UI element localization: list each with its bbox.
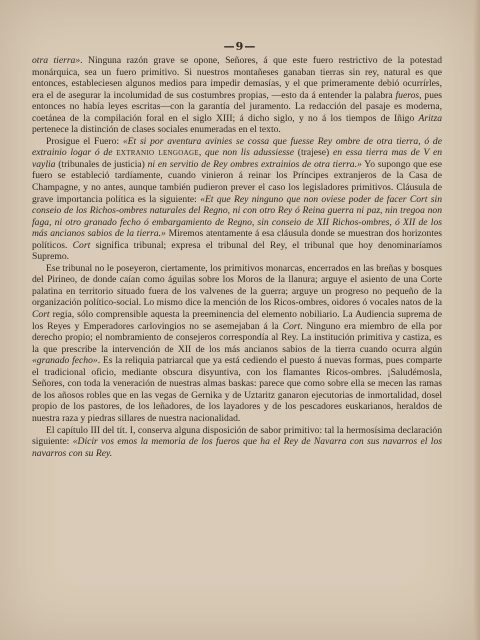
- text-run: . Ninguno era miembro de ella por derecho propio; el nombramiento de consejeros correspondía al Rey. La institución primitiva y castiza, es la que prescribe la intervención de XII de los más ancianos sabios de la tierra cuando ocurra algún: [32, 320, 442, 355]
- italic-text: «Et que Rey ninguno que non oviese poder de facer Cort sin conseio de los Richos-ombres naturales del Regno, ni con otro Rey ó Reina guerra ni paz, nin tregoa non faga, ni otro granado fecho ó embargamiento de Regno, sin conseio de XII Richos-ombres, ó XII de los más ancianos sabios de la tierra.»: [32, 193, 442, 240]
- text-run: regia, sólo comprensible aquesta la preeminencia del elemento nobiliario. La Audiencia suprema de los Reyes y Emperadores carlovingios no se asemejaban á la: [32, 309, 442, 332]
- text-run: (trajese): [294, 147, 333, 159]
- text-run: pertenece la distinción de clases sociales enumeradas en el texto.: [32, 124, 281, 136]
- text-run: . Ninguna razón grave se opone, Señores, á que este fuero restrictivo de la potestad monárquica, sea un fuero primitivo. Si nuestros montañeses ganaban tierras sin rey, natural es que entonces, estableciesen algunos medios para impedir demasías, y el que primeramente debió ocurrírles, era el de asegurar la incolumidad de sus costumbres propias, —esto da á entender la palabra: [32, 55, 442, 101]
- italic-text: «granado fecho»: [32, 355, 98, 367]
- text-run: Yo supongo que ese fuero se estableció tardíamente, cuando vinieron á reinar los Príncipes extranjeros de la Casa de Champagne, y no antes, aunque también pudieron prever el caso los legisladores primitivos. Cláusula de grave importancia política es la siguiente:: [32, 158, 442, 205]
- paragraph: [32, 263, 442, 425]
- text-run: Miremos atentamente á esa cláusula donde se muestran dos horizontes políticos.: [32, 228, 442, 251]
- body-text: [32, 55, 442, 459]
- text-run: El capítulo III del tít. I, conserva alguna disposición de sabor primitivo: tal la hermosísima declaración siguiente:: [32, 424, 442, 448]
- text-run: significa tribunal; expresa el tribunal del Rey, el tribunal que hoy denominaríamos Supremo.: [32, 239, 443, 263]
- page-number: —9—: [223, 40, 257, 53]
- italic-text: en essa tierra mas de V en vaylia: [32, 147, 443, 170]
- italic-text: «Et si por aventura avinies se cossa que fuesse Rey ombre de otra tierra, ó de extrainio logar ó de: [32, 135, 442, 159]
- small-caps-text: extranio lengoage: [116, 147, 199, 159]
- italic-text: Cort: [282, 320, 301, 332]
- italic-text: Cort: [32, 309, 50, 321]
- paragraph: [32, 55, 442, 136]
- text-run: (tribunales de justicia): [55, 158, 148, 170]
- text-run: Ese tribunal no le poseyeron, ciertamente, los primitivos monarcas, encerrados en las breñas y bosques del Pirineo, de donde caían como águilas sobre los Moros de la llanura; arguye el asiento de una Corte palatina en territorio situado fuera de los valvenes de la guerra; arguye un progreso no pequeño de la organización político-social. Lo mismo dice la mención de los Ricos-ombres, oidores ó vocales natos de la: [32, 262, 442, 309]
- paragraph: [32, 136, 442, 263]
- italic-text: fueros: [395, 89, 420, 101]
- text-run: . Es la reliquia patriarcal que ya está cediendo el puesto á nuevas formas, pues comparte el tradicional oficio, mediante obscura disyuntiva, con los flamantes Ricos-ombres. ¡Saludémosla, Señores, con toda la veneración de nuestras almas baskas: parece que como sobre ella se mecen las ramas de los añosos robles que en las vegas de Gernika y de Uztaritz ganaron ejecutorias de inmortalidad, dosel propio de los pastores, de los leñadores, de los layadores y de los pescadores euskarianos, heraldos de nuestra raza y piedras sillares de nuestra nacionalidad.: [32, 355, 442, 424]
- italic-text: otra tierra»: [32, 55, 81, 66]
- paragraph: [32, 425, 442, 460]
- italic-text: Cort: [72, 239, 91, 251]
- italic-text: , que non lis adussiesse: [198, 147, 295, 159]
- italic-text: Aritza: [418, 112, 442, 124]
- italic-text: «Dicir vos emos la memoria de los fueros que ha el Rey de Navarra con sus navarros el los navarros con su Rey.: [32, 436, 442, 459]
- text-run: Prosigue el Fuero:: [46, 135, 123, 147]
- italic-text: ni en servitio de Rey ombres extrainios de otra tierra.»: [147, 158, 362, 170]
- text-run: , pues entonces no había leyes escritas—con la garantía del juramento. La redacción del pasaje es moderna, coetánea de la compilación foral en el siglo XIII; á dicho siglo, y no á los tiempos de Iñigo: [32, 89, 442, 124]
- page-edge: [474, 0, 480, 640]
